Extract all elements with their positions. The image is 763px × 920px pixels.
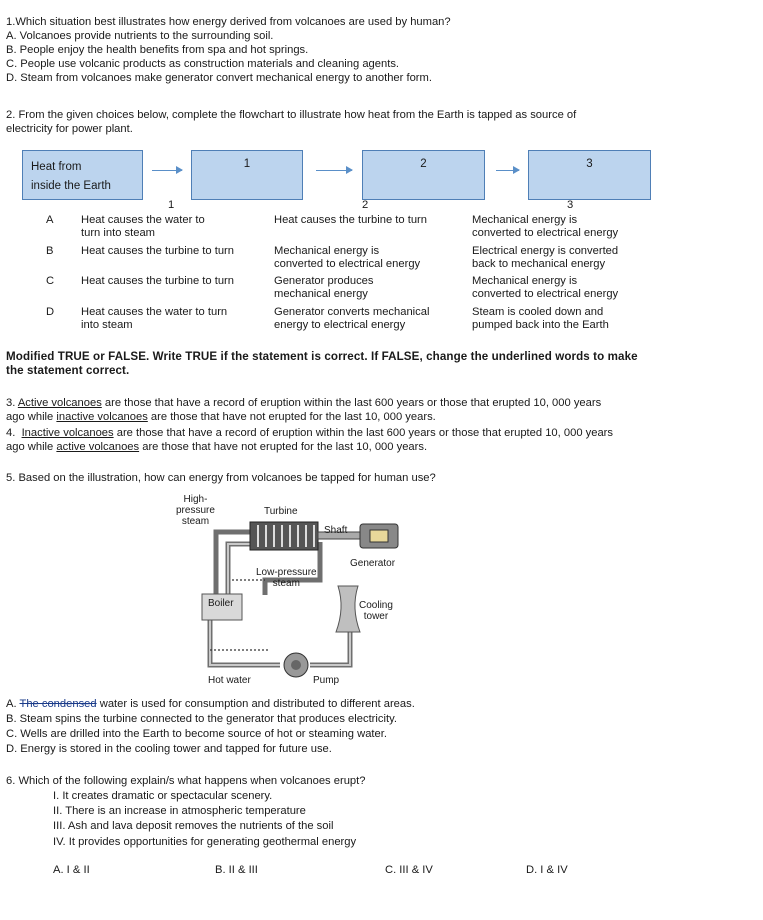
choice-c-c1: Heat causes the turbine to turn (81, 275, 234, 287)
label-high-pressure-steam: High- pressure steam (176, 494, 215, 527)
choice-d-letter: D (46, 306, 55, 318)
flowchart-box-3 (528, 150, 651, 200)
q6-statement-2: II. There is an increase in atmospheric temperature (53, 805, 306, 817)
choice-b-letter: B (46, 245, 54, 257)
generator-core (370, 530, 388, 542)
choice-d-c3: Steam is cooled down and pumped back into the Earth (472, 306, 609, 331)
flow-arrow-1 (152, 170, 182, 171)
q6-statement-1: I. It creates dramatic or spectacular scenery. (53, 790, 273, 802)
choice-d-c2: Generator converts mechanical energy to electrical energy (274, 306, 430, 331)
start-box-line2: inside the Earth (31, 180, 111, 192)
choice-d-c1: Heat causes the water to turn into steam (81, 306, 228, 331)
label-shaft: Shaft (324, 525, 348, 536)
q5-option-c: C. Wells are drilled into the Earth to become source of hot or steaming water. (6, 728, 387, 740)
q5-option-b: B. Steam spins the turbine connected to the generator that produces electricity. (6, 713, 397, 725)
label-cooling-tower: Cooling tower (359, 600, 393, 622)
flow-arrow-2 (316, 170, 352, 171)
q5-question: 5. Based on the illustration, how can energy from volcanoes be tapped for human use? (6, 472, 436, 484)
q6-statement-3: III. Ash and lava deposit removes the nutrients of the soil (53, 820, 334, 832)
col-header-3: 3 (567, 199, 574, 211)
choice-c-c2: Generator produces mechanical energy (274, 275, 374, 300)
flow-arrow-3 (496, 170, 519, 171)
flowchart-box-1 (191, 150, 303, 200)
q1-option-c: C. People use volcanic products as construction materials and cleaning agents. (6, 58, 400, 70)
q6-statement-4: IV. It provides opportunities for generating geothermal energy (53, 836, 357, 848)
tf-instruction-line1: Modified TRUE or FALSE. Write TRUE if the statement is correct. If FALSE, change the underlined words to make (6, 350, 638, 363)
label-hot-water: Hot water (208, 675, 251, 686)
label-pump: Pump (313, 675, 340, 686)
q5-option-a: A. The condensed water is used for consumption and distributed to different areas. (6, 698, 415, 710)
turbine (250, 522, 318, 550)
flowchart-box-2 (362, 150, 485, 200)
q4-underlined-2: active volcanoes (56, 441, 140, 453)
choice-b-c1: Heat causes the turbine to turn (81, 245, 234, 257)
label-turbine: Turbine (264, 506, 298, 517)
q4-line2: ago while active volcanoes are those that have not erupted for the last 10, 000 years. (6, 441, 428, 453)
q3-line2: ago while inactive volcanoes are those that have not erupted for the last 10, 000 years. (6, 411, 436, 423)
q1-option-b: B. People enjoy the health benefits from spa and hot springs. (6, 44, 309, 56)
q2-question-line1: 2. From the given choices below, complete the flowchart to illustrate how heat from the Earth is tapped as source of (6, 109, 577, 121)
q3-underlined-1: Active volcanoes (17, 397, 102, 409)
q6-answer-c: C. III & IV (385, 864, 433, 876)
box-1-label: 1 (243, 158, 251, 170)
q1-option-a: A. Volcanoes provide nutrients to the surrounding soil. (6, 30, 274, 42)
box-3-label: 3 (586, 158, 593, 170)
label-low-pressure-steam: Low-pressure steam (256, 567, 317, 589)
q1-option-d: D. Steam from volcanoes make generator convert mechanical energy to another form. (6, 72, 432, 84)
q5-struck-text: The condensed (19, 698, 97, 710)
flowchart-start-box (22, 150, 143, 200)
high-pressure-pipe (228, 544, 250, 598)
pump-hub (291, 660, 301, 670)
q2-question-line2: electricity for power plant. (6, 123, 133, 135)
start-box-line1: Heat from (31, 161, 82, 173)
label-generator: Generator (350, 558, 396, 569)
choice-a-c3: Mechanical energy is converted to electrical energy (472, 214, 619, 239)
q6-answer-d: D. I & IV (526, 864, 568, 876)
q6-question: 6. Which of the following explain/s what happens when volcanoes erupt? (6, 775, 366, 787)
choice-c-letter: C (46, 275, 55, 287)
q1-question: 1.Which situation best illustrates how energy derived from volcanoes are used by human? (6, 16, 451, 28)
q5-option-d: D. Energy is stored in the cooling tower and tapped for future use. (6, 743, 332, 755)
col-header-1: 1 (168, 199, 175, 211)
choice-b-c3: Electrical energy is converted back to mechanical energy (472, 245, 619, 270)
choice-a-c2: Heat causes the turbine to turn (274, 214, 427, 226)
choice-b-c2: Mechanical energy is converted to electrical energy (274, 245, 421, 270)
q3-underlined-2: inactive volcanoes (56, 411, 148, 423)
choice-c-c3: Mechanical energy is converted to electrical energy (472, 275, 619, 300)
box-2-label: 2 (420, 158, 427, 170)
cooling-tower (336, 586, 360, 632)
col-header-2: 2 (362, 199, 369, 211)
label-boiler: Boiler (208, 598, 234, 609)
hot-water-pipe-right (310, 630, 350, 665)
q3-line1: 3. Active volcanoes are those that have a record of eruption within the last 600 years or those that erupted 10, 000 years (6, 397, 602, 409)
q6-answer-a: A. I & II (53, 864, 90, 876)
tf-instruction-line2: the statement correct. (6, 364, 130, 377)
choice-a-c1: Heat causes the water to turn into steam (81, 214, 205, 239)
hot-water-pipe-left (210, 615, 280, 665)
q4-underlined-1: Inactive volcanoes (21, 427, 114, 439)
q4-line1: 4. Inactive volcanoes are those that have a record of eruption within the last 600 years or those that erupted 10, 000 years (6, 427, 614, 439)
choice-a-letter: A (46, 214, 54, 226)
q6-answer-b: B. II & III (215, 864, 258, 876)
